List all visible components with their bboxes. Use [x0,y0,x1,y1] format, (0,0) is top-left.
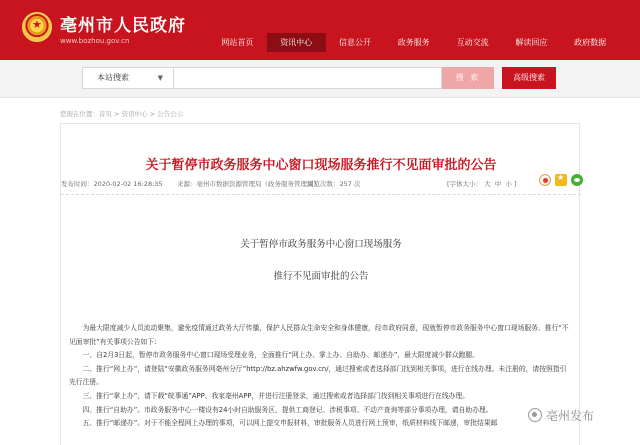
article-meta [61,179,581,195]
watermark [528,404,594,426]
search-button[interactable]: 搜 索 [442,67,494,89]
body-paragraph: 一、自2月3日起，暂停市政务服务中心窗口现场受理业务，全面推行“网上办、掌上办、自助办、邮递办”，最大限度减少群众跑腿。 [82,351,479,360]
search-scope-label: 本站搜索 [97,73,129,82]
breadcrumb-home[interactable]: 首页 [99,110,112,118]
nav-item-info-disclosure[interactable]: 信息公开 [338,38,371,47]
advanced-search-button[interactable]: 高级搜索 [502,67,556,89]
body-paragraph: 四、推行“自助办”。市政务服务中心一楼设有24小时自助服务区，提供工商登记、涉税事项、不动产查询等部分事项办理，请自助办理。 [82,405,493,414]
article-panel [60,123,580,445]
search-input[interactable] [174,67,442,89]
main-nav [208,33,620,52]
search-scope-select[interactable] [82,67,174,89]
wechat-share-icon[interactable] [571,174,583,186]
nav-item-news-center[interactable]: 资讯中心 [267,33,326,52]
site-title[interactable]: 亳州市人民政府 [60,16,186,36]
publish-time: 发布时间：2020-02-02 16:28:35 [61,180,163,188]
breadcrumb-news-center[interactable]: 资讯中心 [121,110,148,118]
document-heading-line2: 推行不见面审批的公告 [273,271,369,282]
font-size-end: ] [513,180,517,188]
article-source: 来源：亳州市数据资源管理局（政务服务管理局） [177,180,320,188]
weibo-share-icon[interactable] [539,174,551,186]
breadcrumb-announcements[interactable]: 公告公示 [157,110,184,118]
site-url: www.bozhou.gov.cn [60,37,130,45]
body-paragraph: 五、推行“邮递办”。对于不能全程网上办理的事项，可以网上提交申报材料，审批服务人员进行网上预审，纸质材料线下邮递，审批结果邮 [82,419,498,428]
site-header [0,0,640,60]
font-size-small[interactable]: 小 [505,180,512,188]
font-size-large[interactable]: 大 [484,180,491,188]
font-size-medium[interactable]: 中 [494,180,502,188]
font-size-label: [字体大小： [447,180,483,188]
watermark-text: 亳州发布 [546,408,595,423]
national-emblem-icon: ★ [22,12,52,42]
body-paragraph: 二、推行“网上办”，请登陆“安徽政务服务网亳州分厅”http://bz.ahzwfw.gov.cn/，通过搜索或者选择部门找到相关事项，进行在线办理。未注册的，请按照指引先行注册。 [69,364,567,387]
breadcrumb-prefix: 您现在位置： [60,110,99,118]
body-paragraph: 为最大限度减少人员流动聚集，避免疫情通过政务大厅传播，保护人民群众生命安全和身体健康，经市政府同意，现就暂停市政务服务中心窗口现场服务、推行“不见面审批”有关事项公告如下： [69,324,569,346]
chevron-down-icon: ▼ [157,74,163,82]
nav-item-gov-data[interactable]: 政府数据 [574,38,607,47]
weibo-icon [528,408,542,422]
document-heading-line1: 关于暂停市政务服务中心窗口现场服务 [240,239,402,250]
meta-divider [61,194,581,195]
breadcrumb [60,109,183,118]
qzone-share-icon[interactable] [555,174,567,186]
breadcrumb-separator: > [147,110,158,118]
nav-item-gov-services[interactable]: 政务服务 [397,38,430,47]
nav-item-interpretation[interactable]: 解读回应 [515,38,548,47]
article-body [69,322,573,431]
body-paragraph: 三、推行“掌上办”，请下载“皖事通”APP、我家亳州APP，并进行注册登录，通过搜索或者选择部门找到相关事项进行在线办理。 [82,391,470,400]
article-title: 关于暂停市政务服务中心窗口现场服务推行不见面审批的公告 [145,158,497,173]
breadcrumb-separator: > [112,110,122,118]
font-size-control [447,179,517,188]
view-count: 浏览次数：257 次 [307,180,361,188]
nav-item-home[interactable]: 网站首页 [221,38,254,47]
nav-item-interaction[interactable]: 互动交流 [456,38,489,47]
